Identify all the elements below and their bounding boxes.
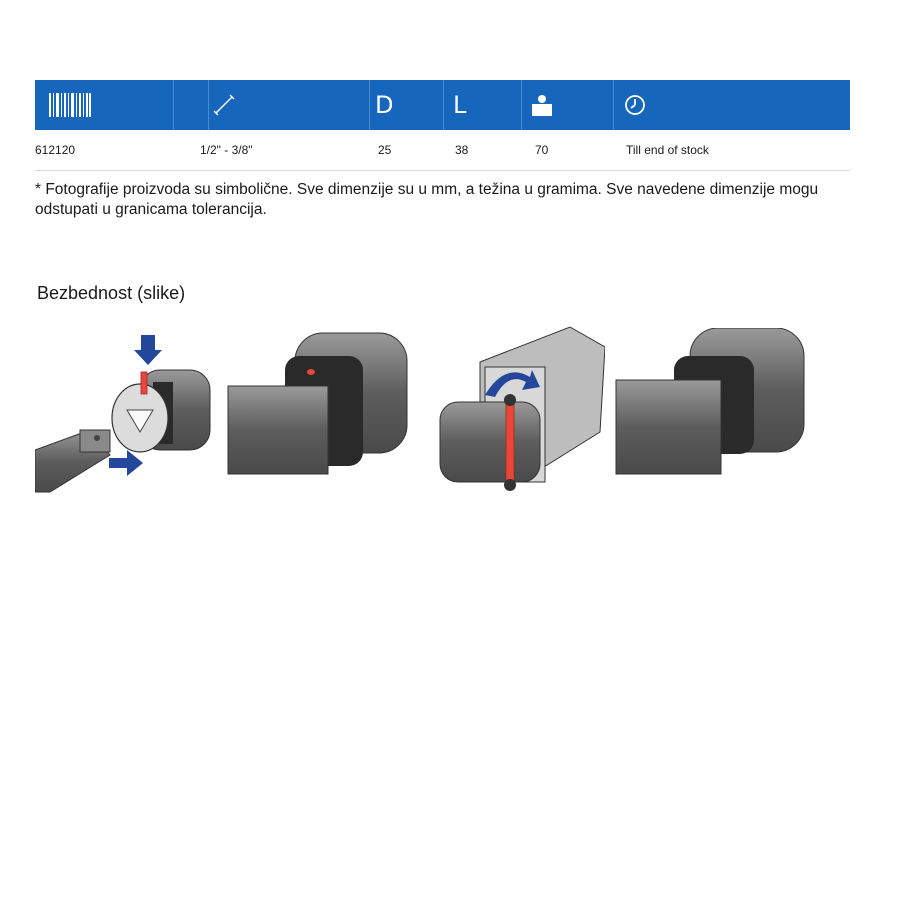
section-title: Bezbednost (slike) xyxy=(37,283,186,303)
header-cell-d xyxy=(375,80,435,130)
weight-icon xyxy=(531,94,553,116)
spec-table-header xyxy=(35,80,850,130)
safety-illustration-insert xyxy=(35,330,225,495)
size-icon xyxy=(213,94,235,116)
disclaimer-note: * Fotografije proizvoda su simbolične. Sve dimenzije su u mm, a težina u gramima. Sve navedene dimenzije mogu odstupati u granicama tolerancija. xyxy=(35,181,819,218)
cell-weight: 70 xyxy=(535,143,549,157)
cell-article: 612120 xyxy=(35,143,76,157)
clock-icon xyxy=(624,94,646,116)
safety-illustration-assembled xyxy=(225,328,415,478)
table-row xyxy=(35,130,850,171)
header-cell-size xyxy=(211,80,371,130)
safety-illustration-cutaway xyxy=(420,322,605,512)
header-d-label: D xyxy=(375,91,394,119)
barcode-icon xyxy=(49,93,91,117)
cell-l: 38 xyxy=(455,143,469,157)
cell-availability: Till end of stock xyxy=(626,143,709,157)
cell-d: 25 xyxy=(378,143,392,157)
header-l-label: L xyxy=(453,91,467,119)
header-cell-availability xyxy=(624,80,824,130)
spec-table xyxy=(35,80,850,171)
header-cell-article xyxy=(49,80,169,130)
safety-illustration-socket xyxy=(612,328,812,478)
header-cell-l xyxy=(453,80,513,130)
header-cell-weight xyxy=(531,80,591,130)
cell-size: 1/2" - 3/8" xyxy=(200,143,253,157)
